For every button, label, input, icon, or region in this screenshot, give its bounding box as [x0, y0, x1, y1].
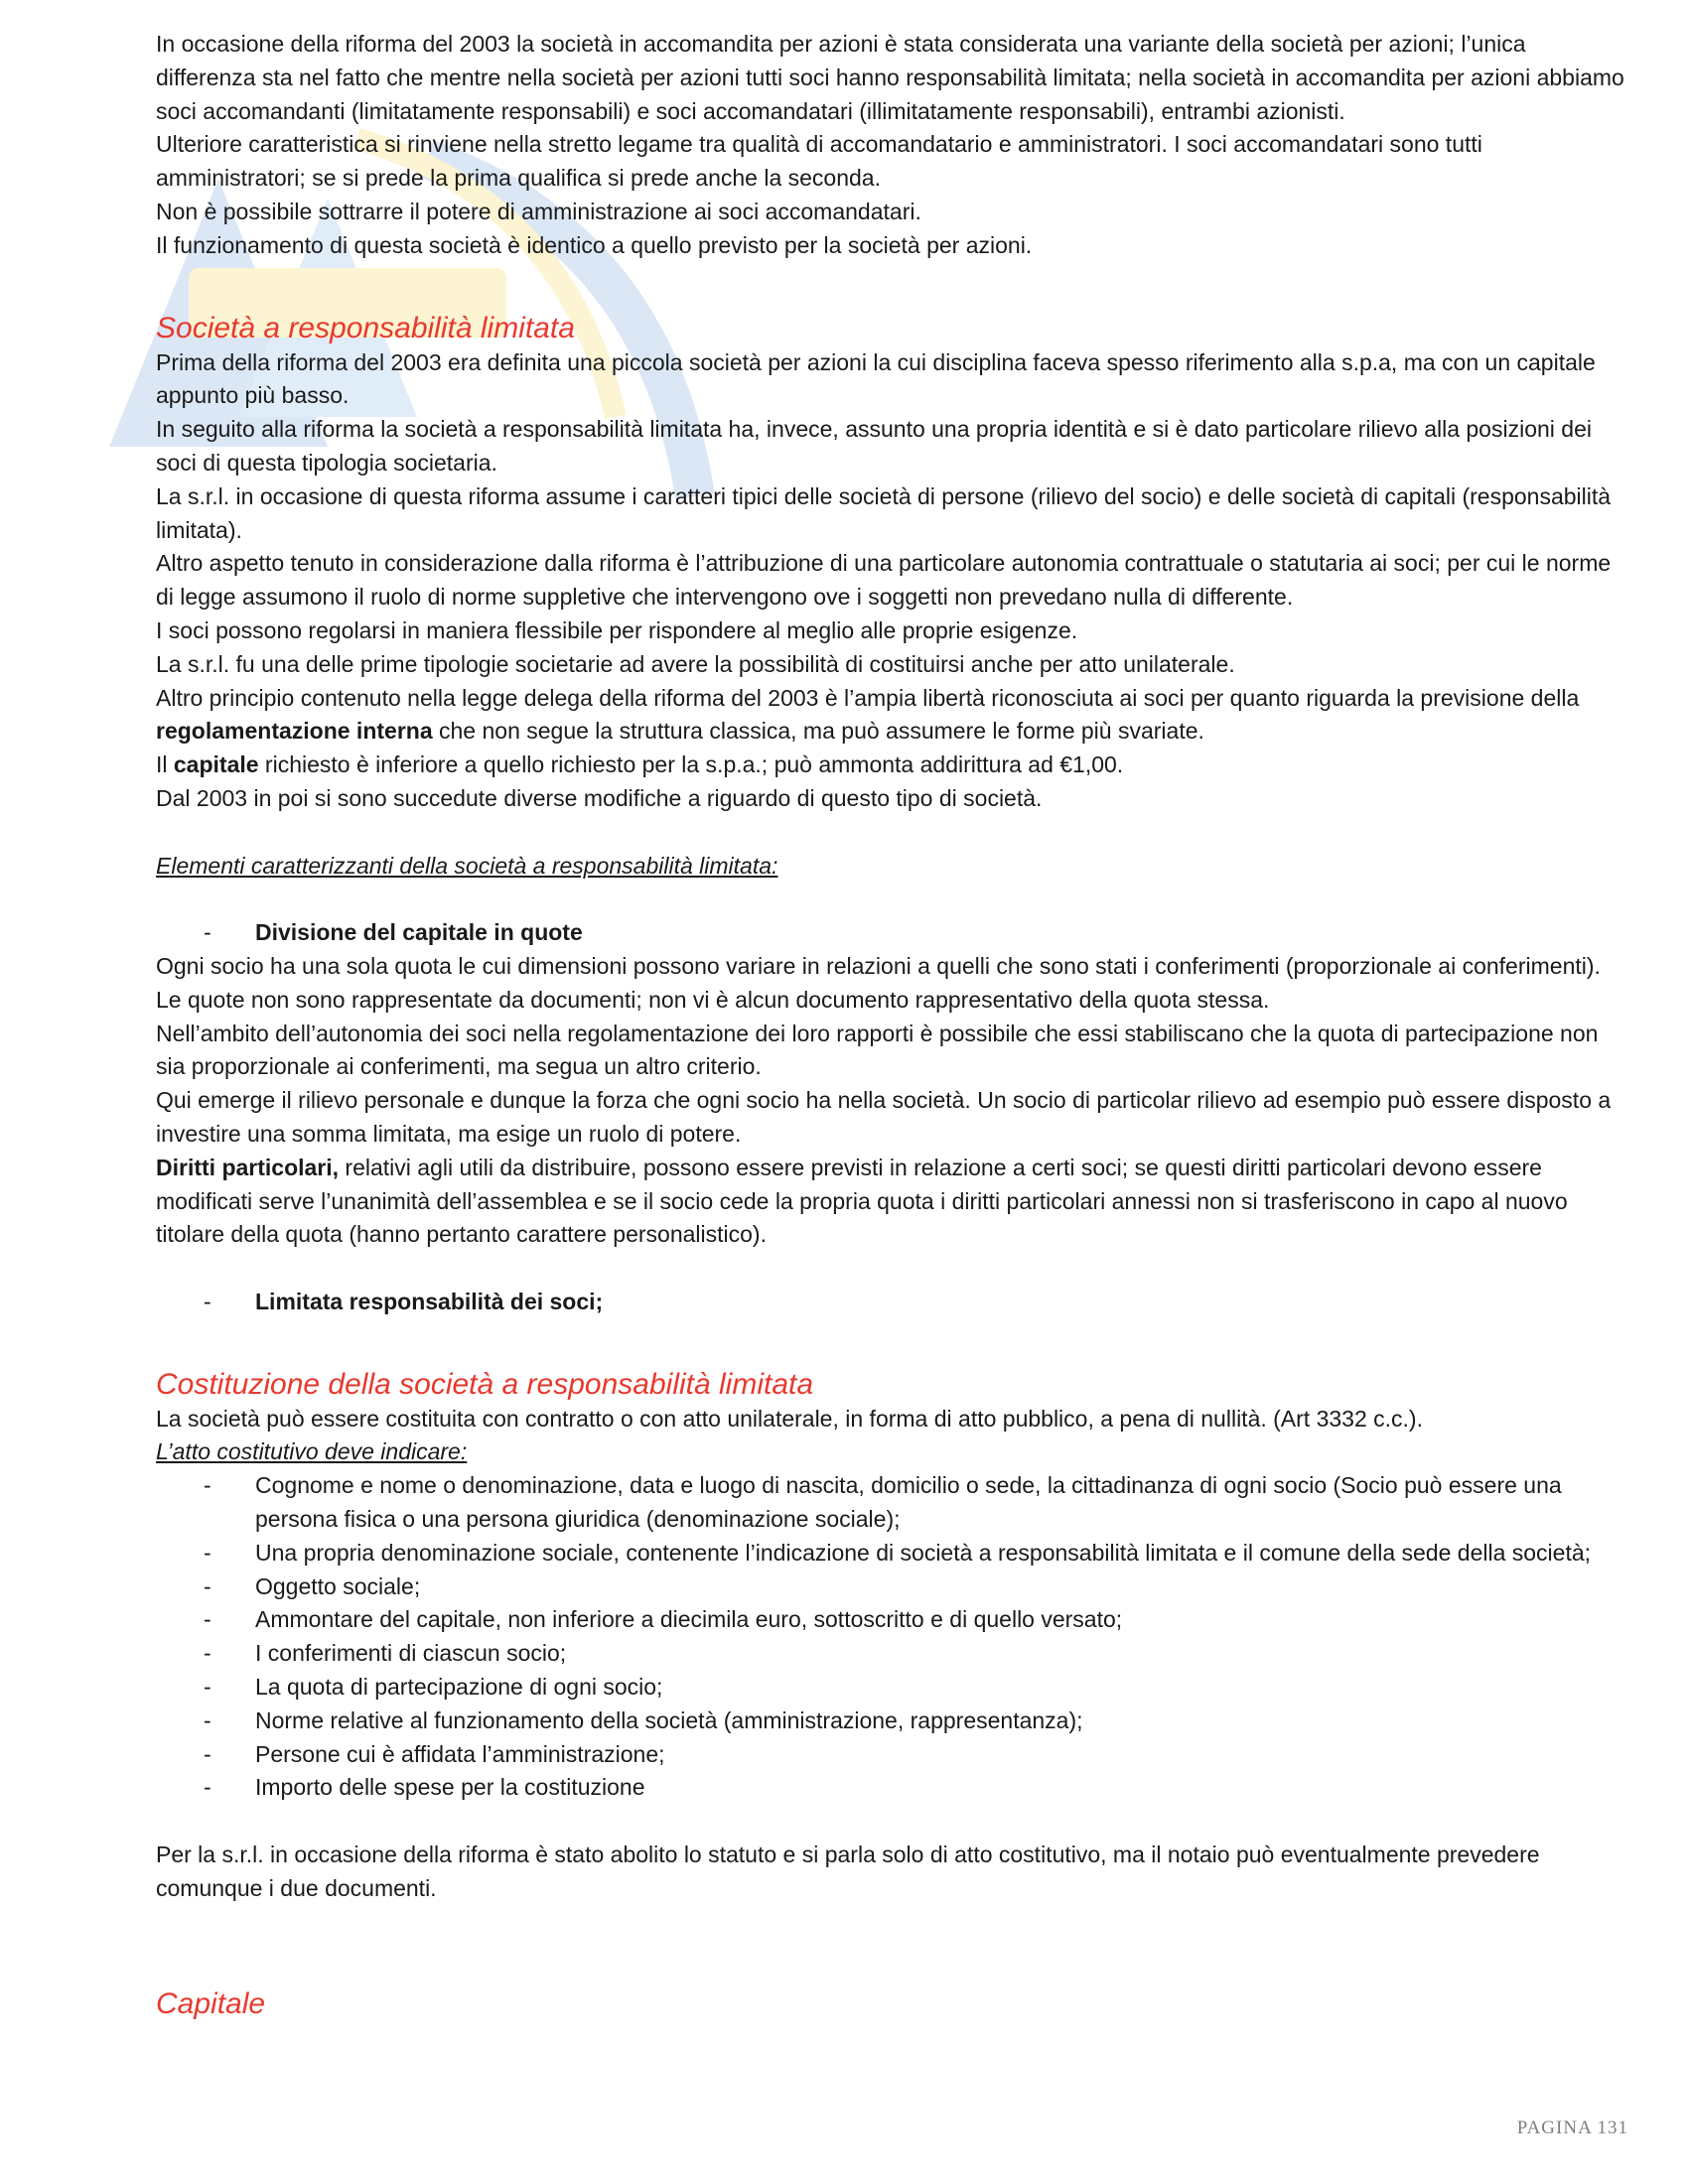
- paragraph: Nell’ambito dell’autonomia dei soci nella regolamentazione dei loro rapporti è possibile che essi stabiliscano che la quota di partecipazione non sia proporzionale ai conferimenti, ma segua un altro criterio.: [156, 1020, 1599, 1080]
- list-item-text: La quota di partecipazione di ogni socio;: [255, 1674, 663, 1701]
- section-heading-costituzione: Costituzione della società a responsabilità limitata: [156, 1367, 814, 1401]
- list-item-text: Una propria denominazione sociale, contenente l’indicazione di società a responsabilità limitata e il comune della sede della società;: [255, 1539, 1592, 1566]
- dash-bullet: -: [204, 1606, 211, 1633]
- dash-bullet: -: [204, 1539, 211, 1566]
- list-item: [156, 1671, 1625, 1705]
- paragraph: Ogni socio ha una sola quota le cui dimensioni possono variare in relazioni a quelli che sono stati i conferimenti (proporzionale ai conferimenti).: [156, 952, 1601, 979]
- paragraph: Prima della riforma del 2003 era definita una piccola società per azioni la cui disciplina faceva spesso riferimento alla s.p.a, ma con un capitale appunto più basso.: [156, 348, 1596, 409]
- paragraph: La s.r.l. fu una delle prime tipologie societarie ad avere la possibilità di costituirsi anche per atto unilaterale.: [156, 650, 1235, 677]
- paragraph: Altro principio contenuto nella legge delega della riforma del 2003 è l’ampia libertà riconosciuta ai soci per quanto riguarda la previsione della regolamentazione interna che non segue la struttura classica, ma può assumere le forme più svariate.: [156, 684, 1580, 745]
- dash-bullet: -: [204, 1740, 211, 1767]
- paragraph: Non è possibile sottrarre il potere di amministrazione ai soci accomandatari.: [156, 198, 921, 224]
- dash-bullet: -: [204, 1288, 211, 1314]
- list-item-text: Norme relative al funzionamento della società (amministrazione, rappresentanza);: [255, 1706, 1083, 1733]
- list-item-text: Ammontare del capitale, non inferiore a diecimila euro, sottoscritto e di quello versato;: [255, 1606, 1123, 1633]
- paragraph: La s.r.l. in occasione di questa riforma assume i caratteri tipici delle società di persone (rilievo del socio) e delle società di capitali (responsabilità limitata).: [156, 482, 1612, 543]
- dash-bullet: -: [204, 1774, 211, 1801]
- list-item: [156, 1705, 1625, 1738]
- list-item: [156, 1637, 1625, 1671]
- paragraph: Diritti particolari, relativi agli utili da distribuire, possono essere previsti in relazione a certi soci; se questi diritti particolari devono essere modificati serve l’unanimità dell’assemblea e se il socio cede la propria quota i diritti particolari annessi non si trasferiscono in capo al nuovo titolare della quota (hanno pertanto carattere personalistico).: [156, 1154, 1568, 1248]
- list-item-text: Cognome e nome o denominazione, data e luogo di nascita, domicilio o sede, la cittadinanza di ogni socio (Socio può essere una persona fisica o una persona giuridica (denominazione sociale);: [255, 1472, 1562, 1533]
- list-item: [156, 1771, 1625, 1805]
- dash-bullet: -: [204, 919, 211, 946]
- list-item-title: Limitata responsabilità dei soci;: [255, 1288, 604, 1314]
- bold-term: regolamentazione interna: [156, 718, 433, 745]
- paragraph: Altro aspetto tenuto in considerazione dalla riforma è l’attribuzione di una particolare autonomia contrattuale o statutaria ai soci; per cui le norme di legge assumono il ruolo di norme suppletive che intervengono ove i soggetti non prevedano nulla di differente.: [156, 550, 1612, 611]
- paragraph: In seguito alla riforma la società a responsabilità limitata ha, invece, assunto una propria identità e si è dato particolare rilievo alla posizioni dei soci di questa tipologia societaria.: [156, 416, 1592, 476]
- list-item-text: I conferimenti di ciascun socio;: [255, 1640, 567, 1667]
- atto-costitutivo-list: [156, 1469, 1625, 1805]
- paragraph: Qui emerge il rilievo personale e dunque la forza che ogni socio ha nella società. Un socio di particolar rilievo ad esempio può essere disposto a investire una somma limitata, ma esige un ruolo di potere.: [156, 1087, 1612, 1147]
- paragraph: Per la s.r.l. in occasione della riforma è stato abolito lo statuto e si parla solo di atto costitutivo, ma il notaio può eventualmente prevedere comunque i due documenti.: [156, 1842, 1540, 1901]
- list-item: [156, 1537, 1625, 1570]
- paragraph: La società può essere costituita con contratto o con atto unilaterale, in forma di atto pubblico, a pena di nullità. (Art 3332 c.c.).: [156, 1405, 1423, 1432]
- subheading-atto-costitutivo: L’atto costitutivo deve indicare:: [156, 1438, 468, 1465]
- section-heading-srl: Società a responsabilità limitata: [156, 311, 575, 344]
- dash-bullet: -: [204, 1572, 211, 1599]
- list-item: [156, 1286, 1625, 1319]
- paragraph: I soci possono regolarsi in maniera flessibile per rispondere al meglio alle proprie esigenze.: [156, 616, 1078, 643]
- dash-bullet: -: [204, 1472, 211, 1499]
- list-item: [156, 1570, 1625, 1604]
- list-item-text: Importo delle spese per la costituzione: [255, 1774, 645, 1801]
- bold-term: Diritti particolari,: [156, 1154, 340, 1180]
- page-number: PAGINA 131: [1516, 2117, 1628, 2138]
- bold-term: capitale: [173, 751, 259, 778]
- list-item-title: Divisione del capitale in quote: [255, 919, 583, 946]
- subheading-elementi: Elementi caratterizzanti della società a responsabilità limitata:: [156, 852, 778, 879]
- list-item-text: Persone cui è affidata l’amministrazione;: [255, 1740, 665, 1767]
- list-item: [156, 1469, 1625, 1537]
- paragraph: Il capitale richiesto è inferiore a quello richiesto per la s.p.a.; può ammonta addirittura ad €1,00.: [156, 751, 1124, 778]
- dash-bullet: -: [204, 1674, 211, 1701]
- list-item: [156, 1603, 1625, 1637]
- section-heading-capitale: Capitale: [156, 1987, 266, 2021]
- paragraph: In occasione della riforma del 2003 la società in accomandita per azioni è stata considerata una variante della società per azioni; l’unica differenza sta nel fatto che mentre nella società per azioni tutti soci hanno responsabilità limitata; nella società in accomandita per azioni abbiamo soci accomandanti (limitatamente responsabili) e soci accomandatari (illimitatamente responsabili), entrambi azionisti.: [156, 31, 1624, 124]
- list-item: [156, 1738, 1625, 1772]
- list-item-text: Oggetto sociale;: [255, 1572, 421, 1599]
- dash-bullet: -: [204, 1640, 211, 1667]
- paragraph: Dal 2003 in poi si sono succedute diverse modifiche a riguardo di questo tipo di società.: [156, 784, 1043, 811]
- list-item: [156, 916, 1625, 950]
- document-body: [156, 28, 1625, 2022]
- paragraph: Le quote non sono rappresentate da documenti; non vi è alcun documento rappresentativo della quota stessa.: [156, 986, 1270, 1013]
- dash-bullet: -: [204, 1706, 211, 1733]
- paragraph: Ulteriore caratteristica si rinviene nella stretto legame tra qualità di accomandatario e amministratori. I soci accomandatari sono tutti amministratori; se si prede la prima qualifica si prede anche la seconda.: [156, 131, 1482, 192]
- paragraph: Il funzionamento di questa società è identico a quello previsto per la società per azioni.: [156, 231, 1033, 258]
